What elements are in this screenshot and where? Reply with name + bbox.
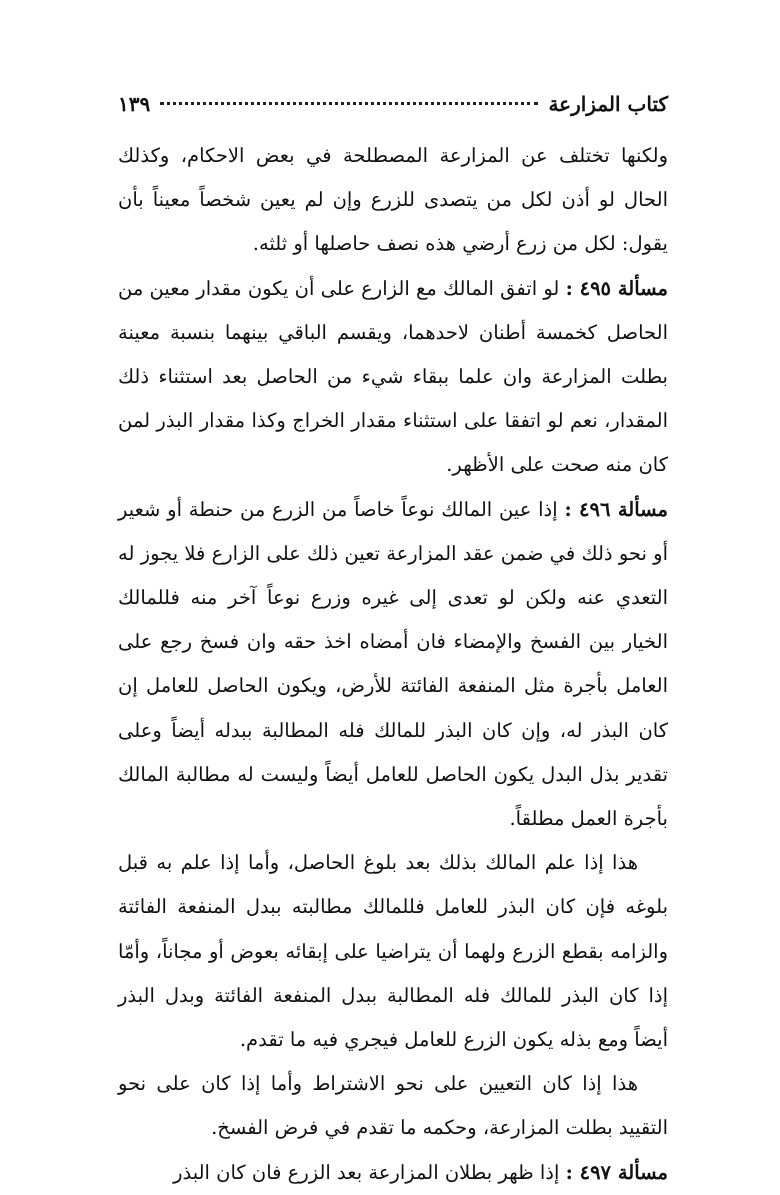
issue-label: مسألة ٤٩٧ :	[565, 1160, 668, 1184]
paragraph-text: إذا ظهر بطلان المزارعة بعد الزرع فان كان البذر	[173, 1160, 560, 1184]
issue-495	[118, 267, 668, 488]
issue-label: مسألة ٤٩٦ :	[564, 497, 668, 521]
paragraph	[118, 841, 668, 1062]
paragraph-text: هذا إذا كان التعيين على نحو الاشتراط وأما إذا كان على نحو التقييد بطلت المزارعة، وحكمه ما تقدم في فرض الفسخ.	[118, 1072, 668, 1140]
paragraph-text: لو اتفق المالك مع الزارع على أن يكون مقدار معين من الحاصل كخمسة أطنان لاحدهما، ويقسم الباقي بينهما بنسبة معينة بطلت المزارعة وان علما ببقاء شيء من الحاصل بعد استثناء ذلك المقدار، نعم لو اتفقا على استثناء مقدار الخراج وكذا مقدار البذر لمن كان منه صحت على الأظهر.	[118, 276, 668, 477]
dotted-leader	[160, 102, 538, 105]
issue-497	[118, 1151, 668, 1195]
paragraph	[118, 1062, 668, 1150]
running-header	[118, 92, 668, 126]
issue-496	[118, 488, 668, 842]
body-text	[118, 134, 668, 1195]
paragraph-text: هذا إذا علم المالك بذلك بعد بلوغ الحاصل، وأما إذا علم به قبل بلوغه فإن كان البذر للعامل فللمالك مطالبته ببدل المنفعة الفائتة والزامه بقطع الزرع ولهما أن يتراضيا على إبقائه بعوض أو مجاناً، وأمّا إذا كان البذر للمالك فله المطالبة ببدل المنفعة الفائتة وبدل البذر أيضاً ومع بذله يكون الزرع للعامل فيجري فيه ما تقدم.	[118, 851, 668, 1052]
paragraph-text: ولكنها تختلف عن المزارعة المصطلحة في بعض الاحكام، وكذلك الحال لو أذن لكل من يتصدى للزرع وإن لم يعين شخصاً معيناً بأن يقول: لكل من زرع أرضي هذه نصف حاصلها أو ثلثه.	[118, 144, 668, 256]
issue-label: مسألة ٤٩٥ :	[565, 276, 668, 300]
paragraph	[118, 134, 668, 267]
chapter-title: كتاب المزارعة	[548, 92, 668, 116]
page-number: ١٣٩	[118, 92, 151, 116]
paragraph-text: إذا عين المالك نوعاً خاصاً من الزرع من حنطة أو شعير أو نحو ذلك في ضمن عقد المزارعة تعين ذلك على الزارع فلا يجوز له التعدي عنه ولكن لو تعدى إلى غيره وزرع نوعاً آخر منه فللمالك الخيار بين الفسخ والإمضاء فان أمضاه اخذ حقه وان فسخ رجع على العامل بأجرة مثل المنفعة الفائتة للأرض، ويكون الحاصل للعامل إن كان البذر له، وإن كان البذر للمالك فله المطالبة ببدله أيضاً وعلى تقدير بذل البدل يكون الحاصل للعامل أيضاً وليست له مطالبة المالك بأجرة العمل مطلقاً.	[118, 497, 668, 831]
